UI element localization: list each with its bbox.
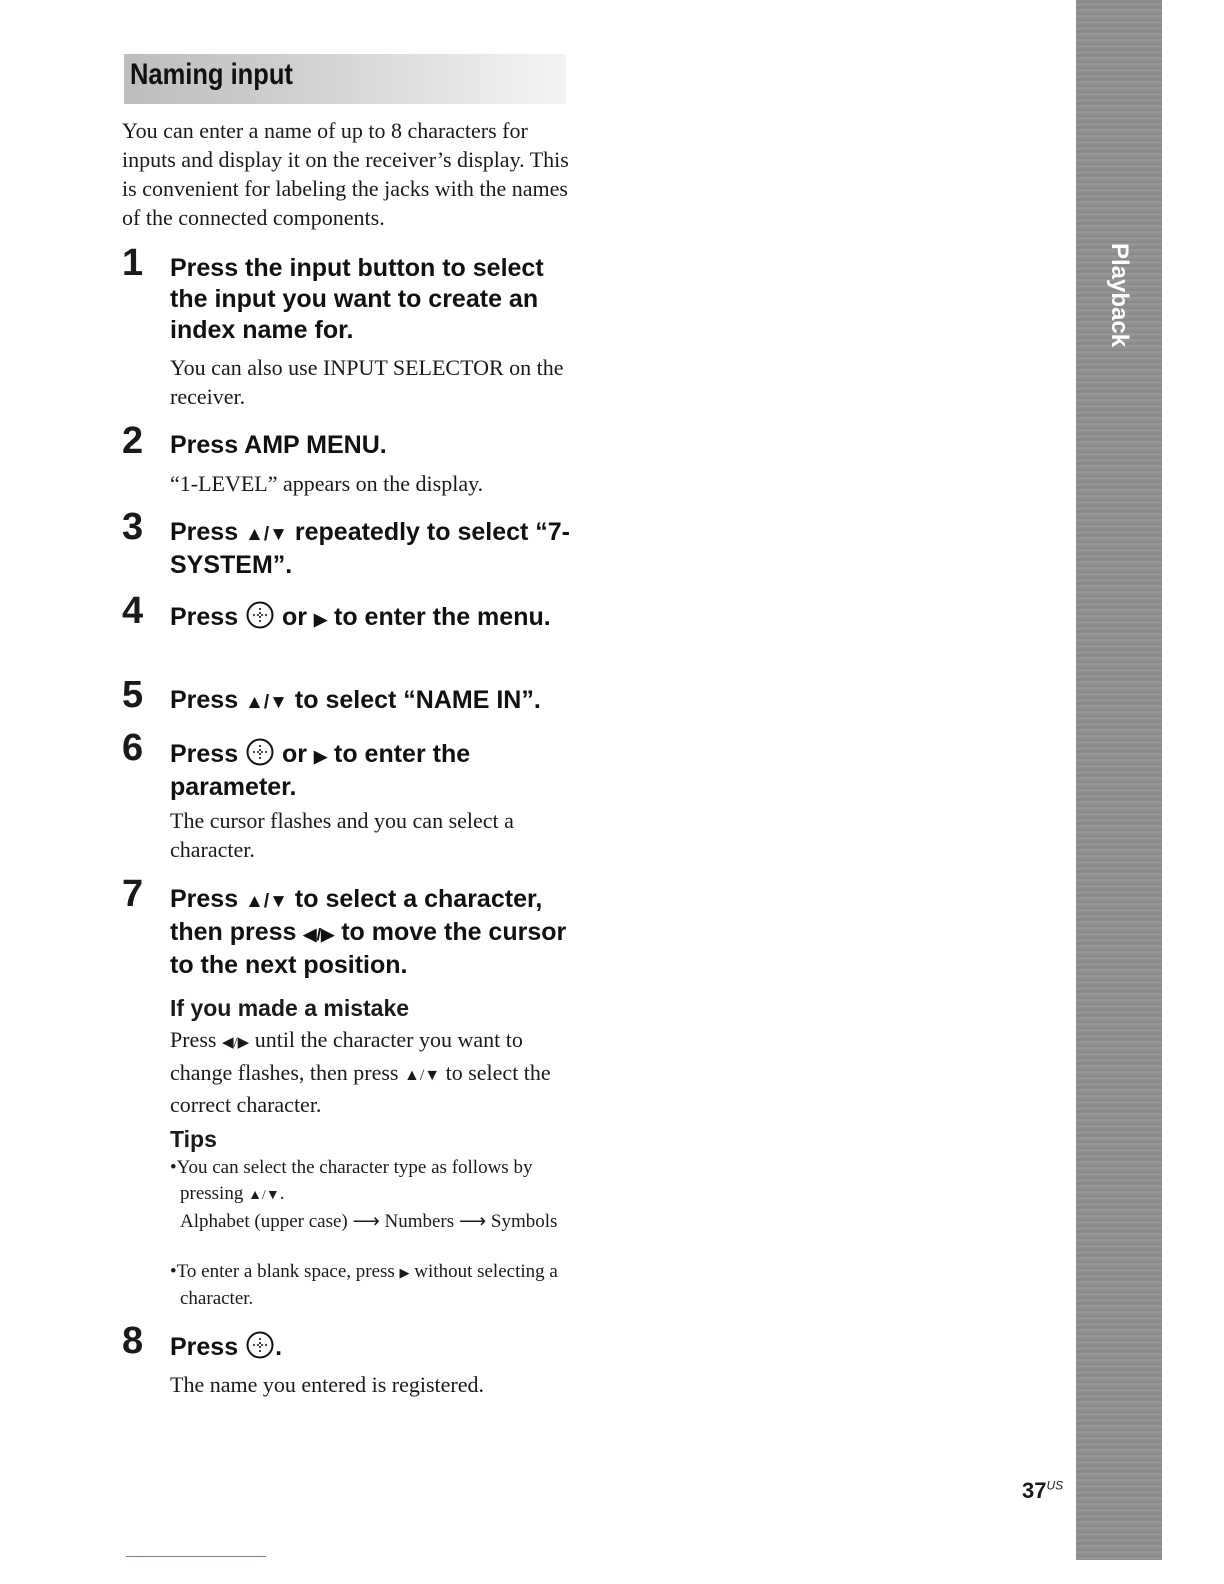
step-number-8: 8 (122, 1320, 144, 1362)
step-8-body: The name you entered is registered. (170, 1372, 484, 1397)
step-2-heading: Press AMP MENU. (170, 431, 387, 459)
mistake-body: Press ◀/▶ until the character you want to change flashes, then press ▲/▼ to select the correct character. (170, 1027, 551, 1117)
step-1-body: You can also use INPUT SELECTOR on the receiver. (170, 355, 564, 409)
step-number-7: 7 (122, 873, 144, 915)
page-title: Naming input (130, 58, 293, 91)
up-down-arrows-icon: ▲/▼ (403, 1067, 441, 1084)
up-down-arrows-icon: ▲/▼ (245, 524, 288, 545)
mistake-heading: If you made a mistake (170, 995, 410, 1021)
tip-2: •To enter a blank space, press ▶ without selecting a character. (170, 1261, 558, 1309)
step-number-3: 3 (122, 506, 144, 548)
page-number: $37^{US}$ (1022, 1478, 1064, 1503)
step-number-4: 4 (122, 590, 144, 632)
left-right-arrows-icon: ◀/▶ (221, 1035, 250, 1051)
left-right-arrows-icon: ◀/▶ (303, 925, 335, 944)
step-7-heading: Press ▲/▼ to select a character, then press ◀/▶ to move the cursor to the next position. (170, 885, 567, 979)
step-4-heading: Press or ▶ to enter the menu. (170, 600, 580, 635)
enter-button-icon (245, 600, 275, 630)
tips-heading: Tips (170, 1126, 217, 1152)
step-number-5: 5 (122, 674, 144, 716)
step-number-6: 6 (122, 727, 144, 769)
intro-text: You can enter a name of up to 8 characters for inputs and display it on the receiver’s display. This is convenient for labeling the jacks with the names of the connected components. (122, 118, 569, 230)
right-arrow-icon: ▶ (313, 610, 328, 629)
up-down-arrows-icon: ▲/▼ (245, 891, 288, 912)
tip-1-sequence: Alphabet (upper case) ⟶ Numbers ⟶ Symbols (180, 1211, 558, 1232)
footer-rule (126, 1556, 266, 1557)
up-down-arrows-icon: ▲/▼ (245, 692, 288, 713)
right-arrow-icon: ▶ (313, 747, 328, 766)
step-1-heading: Press the input button to select the input you want to create an index name for. (170, 254, 544, 344)
right-arrow-icon: ▶ (399, 1265, 410, 1280)
step-6-heading: Press or ▶ to enter the parameter. (170, 737, 580, 803)
step-3-heading: Press ▲/▼ repeatedly to select “7-SYSTEM”. (170, 518, 571, 579)
enter-button-icon (245, 737, 275, 767)
step-6-body: The cursor flashes and you can select a character. (170, 808, 514, 862)
section-tab-label: Playback (1106, 242, 1134, 348)
step-number-2: 2 (122, 420, 144, 462)
tip-1: •You can select the character type as follows by pressing ▲/▼. Alphabet (upper case) ⟶ Numbers ⟶ Symbols (170, 1157, 558, 1232)
step-number-1: 1 (122, 242, 144, 284)
section-tab-bar (1076, 0, 1162, 1560)
up-down-arrows-icon: ▲/▼ (248, 1188, 280, 1203)
enter-button-icon (245, 1330, 275, 1360)
step-5-heading: Press ▲/▼ to select “NAME IN”. (170, 686, 541, 714)
step-8-heading: Press . (170, 1330, 580, 1363)
step-2-body: “1-LEVEL” appears on the display. (170, 471, 484, 496)
